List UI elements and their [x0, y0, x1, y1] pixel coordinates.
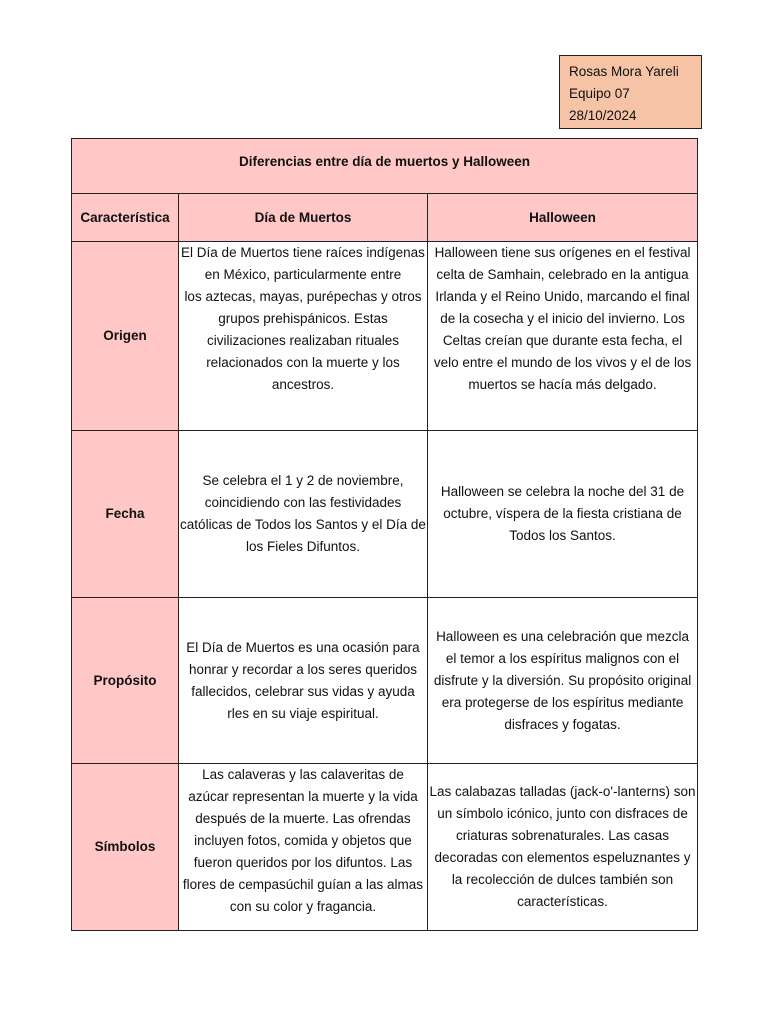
cell-text: Se celebra el 1 y 2 de noviembre, coincidiendo con las festividades católicas de Todos los Santos y el Día de los Fieles Difuntos. [180, 473, 426, 554]
comparison-table [71, 138, 698, 931]
table-header-row [72, 194, 698, 242]
cell-origen-dia-muertos [179, 242, 428, 431]
column-header-halloween: Halloween [428, 194, 698, 242]
author-name: Rosas Mora Yareli [569, 64, 679, 79]
cell-text: Halloween es una celebración que mezcla el temor a los espíritus malignos con el disfrute y la diversión. Su propósito original era protegerse de los espíritus mediante disfraces y fogatas. [433, 628, 692, 732]
row-label-proposito: Propósito [72, 598, 179, 764]
cell-text: Las calabazas talladas (jack-o'-lanterns) son un símbolo icónico, junto con disfraces de criaturas sobrenaturales. Las casas decoradas con elementos espeluznantes y la recolección de dulces también son características. [429, 784, 696, 909]
cell-text: Halloween tiene sus orígenes en el festival celta de Samhain, celebrado en la antigua Irlanda y el Reino Unido, marcando el final de la cosecha y el inicio del invierno. Los Celtas creían que durante esta fecha, el velo entre el mundo de los vivos y el de los muertos se hacía más delgado. [433, 245, 692, 392]
column-header-characteristic: Característica [72, 194, 179, 242]
table-row-proposito [72, 598, 698, 764]
table-row-fecha [72, 431, 698, 598]
cell-proposito-halloween [428, 598, 698, 764]
row-label-fecha: Fecha [72, 431, 179, 598]
document-date: 28/10/2024 [569, 108, 637, 123]
table-row-origen [72, 242, 698, 431]
cell-simbolos-halloween [428, 764, 698, 931]
column-header-dia-muertos: Día de Muertos [179, 194, 428, 242]
cell-simbolos-dia-muertos [179, 764, 428, 931]
cell-text: El Día de Muertos tiene raíces indígenas en México, particularmente entre los aztecas, mayas, purépechas y otros grupos prehispánicos. Estas civilizaciones realizaban rituales relacionados con la muerte y los ancestros. [181, 245, 425, 392]
cell-fecha-halloween [428, 431, 698, 598]
table-row-simbolos [72, 764, 698, 931]
team-number: Equipo 07 [569, 86, 630, 101]
cell-fecha-dia-muertos [179, 431, 428, 598]
row-label-origen: Origen [72, 242, 179, 431]
cell-text: Las calaveras y las calaveritas de azúcar representan la muerte y la vida después de la muerte. Las ofrendas incluyen fotos, comida y objetos que fueron queridos por los difuntos. Las flores de cempasúchil guían a las almas con su color y fragancia. [182, 767, 424, 914]
table-title: Diferencias entre día de muertos y Halloween [72, 139, 698, 194]
cell-text: El Día de Muertos es una ocasión para honrar y recordar a los seres queridos fallecidos, celebrar sus vidas y ayuda rles en su viaje espiritual. [186, 639, 420, 721]
row-label-simbolos: Símbolos [72, 764, 179, 931]
cell-origen-halloween [428, 242, 698, 431]
cell-text: Halloween se celebra la noche del 31 de octubre, víspera de la fiesta cristiana de Todos los Santos. [440, 484, 685, 543]
author-info-box [559, 55, 702, 129]
cell-proposito-dia-muertos [179, 598, 428, 764]
table-title-row [72, 139, 698, 194]
